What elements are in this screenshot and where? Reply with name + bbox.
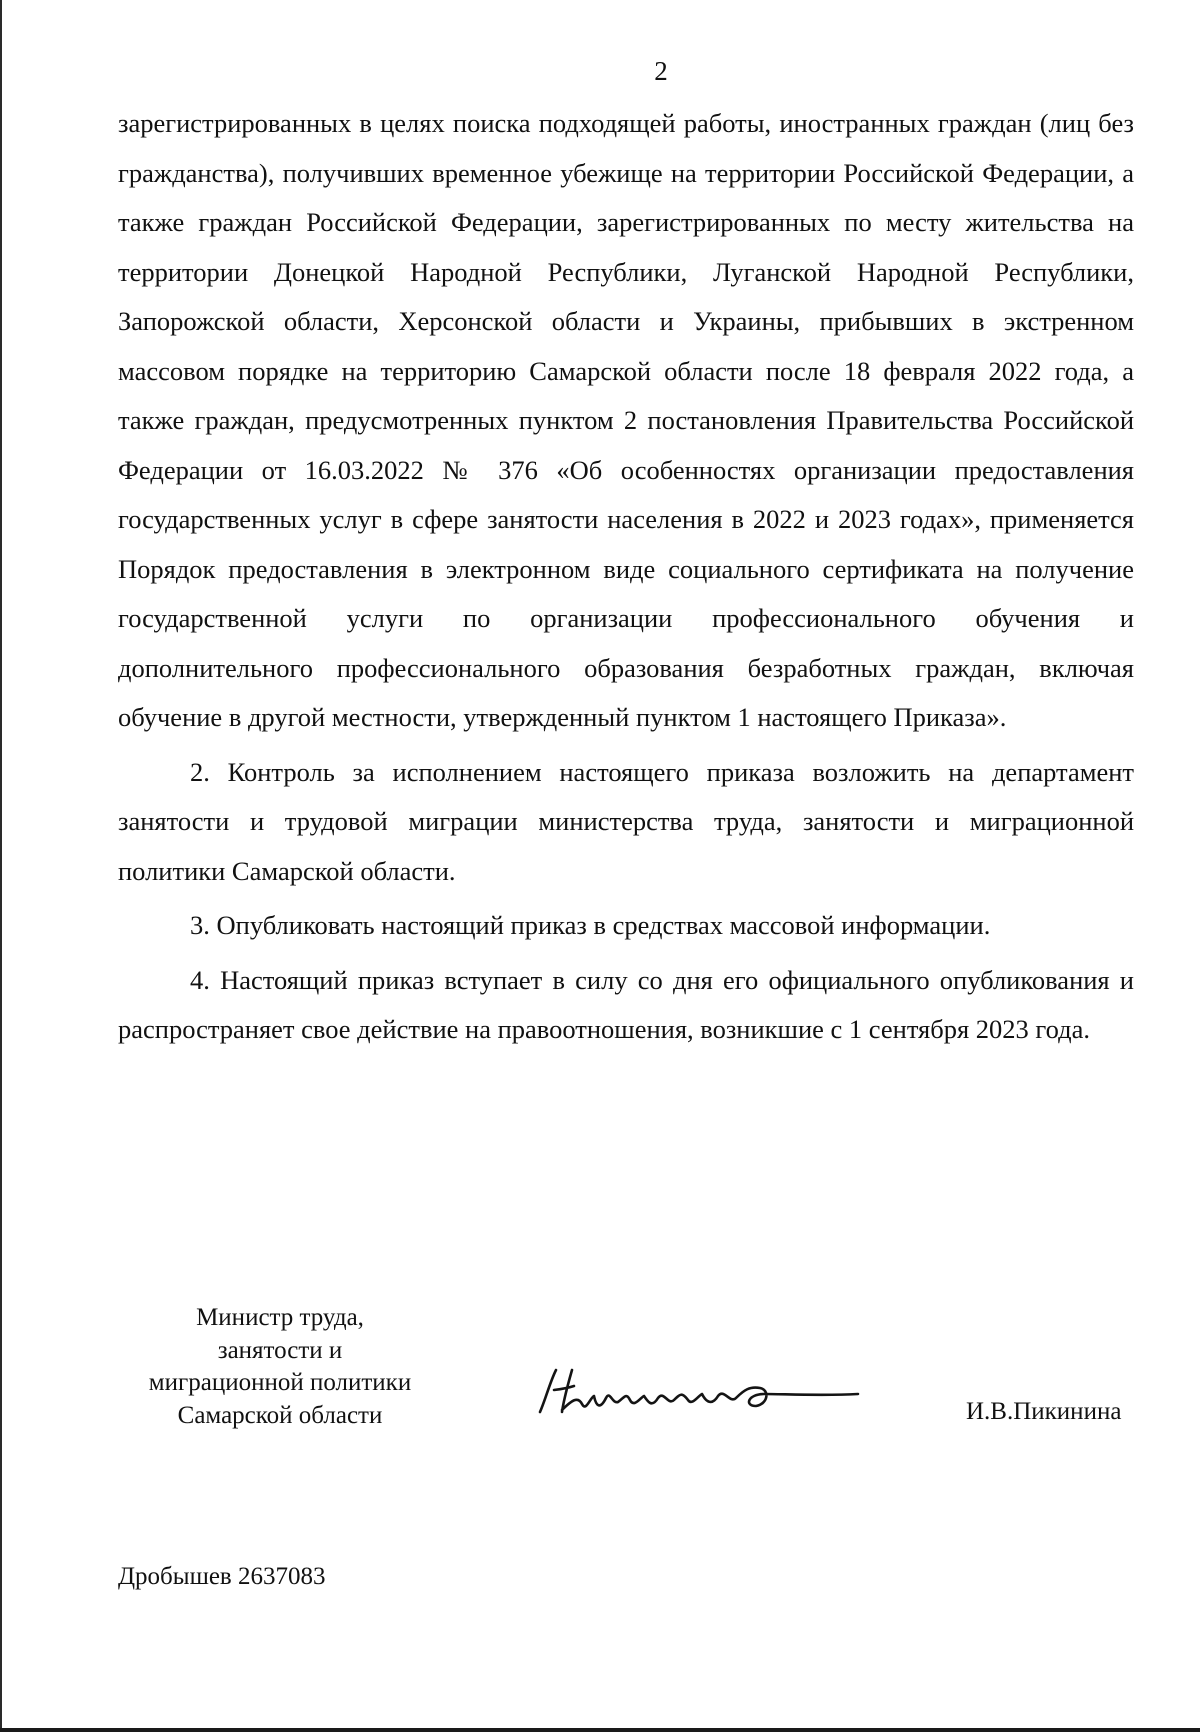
paragraph-continuation: зарегистрированных в целях поиска подходящей работы, иностранных граждан (лиц без гражданства), получивших временное убежище на территории Российской Федерации, а также граждан Российской Федерации, зарегистрированных по месту жительства на территории Донецкой Народной Республики, Луганской Народной Республики, Запорожской области, Херсонской области и Украины, прибывших в экстренном массовом порядке на территорию Самарской области после 18 февраля 2022 года, а также граждан, предусмотренных пунктом 2 постановления Правительства Российской Федерации от 16.03.2022 № 376 «Об особенностях организации предоставления государственных услуг в сфере занятости населения в 2022 и 2023 годах», применяется Порядок предоставления в электронном виде социального сертификата на получение государственной услуги по организации профессионального обучения и дополнительного профессионального образования безработных граждан, включая обучение в другой местности, утвержденный пунктом 1 настоящего Приказа». <box>118 108 1134 732</box>
signer-title-line: занятости и <box>217 1336 343 1364</box>
signer-title-line: миграционной политики <box>148 1369 412 1396</box>
paragraph-item-3: 3. Опубликовать настоящий приказ в средствах массовой информации. <box>190 910 991 940</box>
paragraph-item-2: 2. Контроль за исполнением настоящего приказа возложить на департамент занятости и трудовой миграции министерства труда, занятости и миграционной политики Самарской области. <box>118 756 1134 886</box>
scan-edge-left <box>0 0 2 1732</box>
signer-title <box>118 1302 442 1432</box>
scan-edge-bottom <box>0 1728 1200 1732</box>
document-body <box>118 99 1134 1055</box>
signer-title-line: Министр труда, <box>196 1304 364 1331</box>
paragraph-item-4: 4. Настоящий приказ вступает в силу со дня его официального опубликования и распространяет свое действие на правоотношения, возникшие с 1 сентября 2023 года. <box>118 964 1134 1044</box>
handwritten-signature <box>532 1362 862 1420</box>
signer-name: И.В.Пикинина <box>966 1398 1122 1425</box>
page-number: 2 <box>654 56 668 86</box>
signer-title-line: Самарской области <box>177 1401 383 1429</box>
executor-contact: Дробышев 2637083 <box>118 1563 326 1590</box>
